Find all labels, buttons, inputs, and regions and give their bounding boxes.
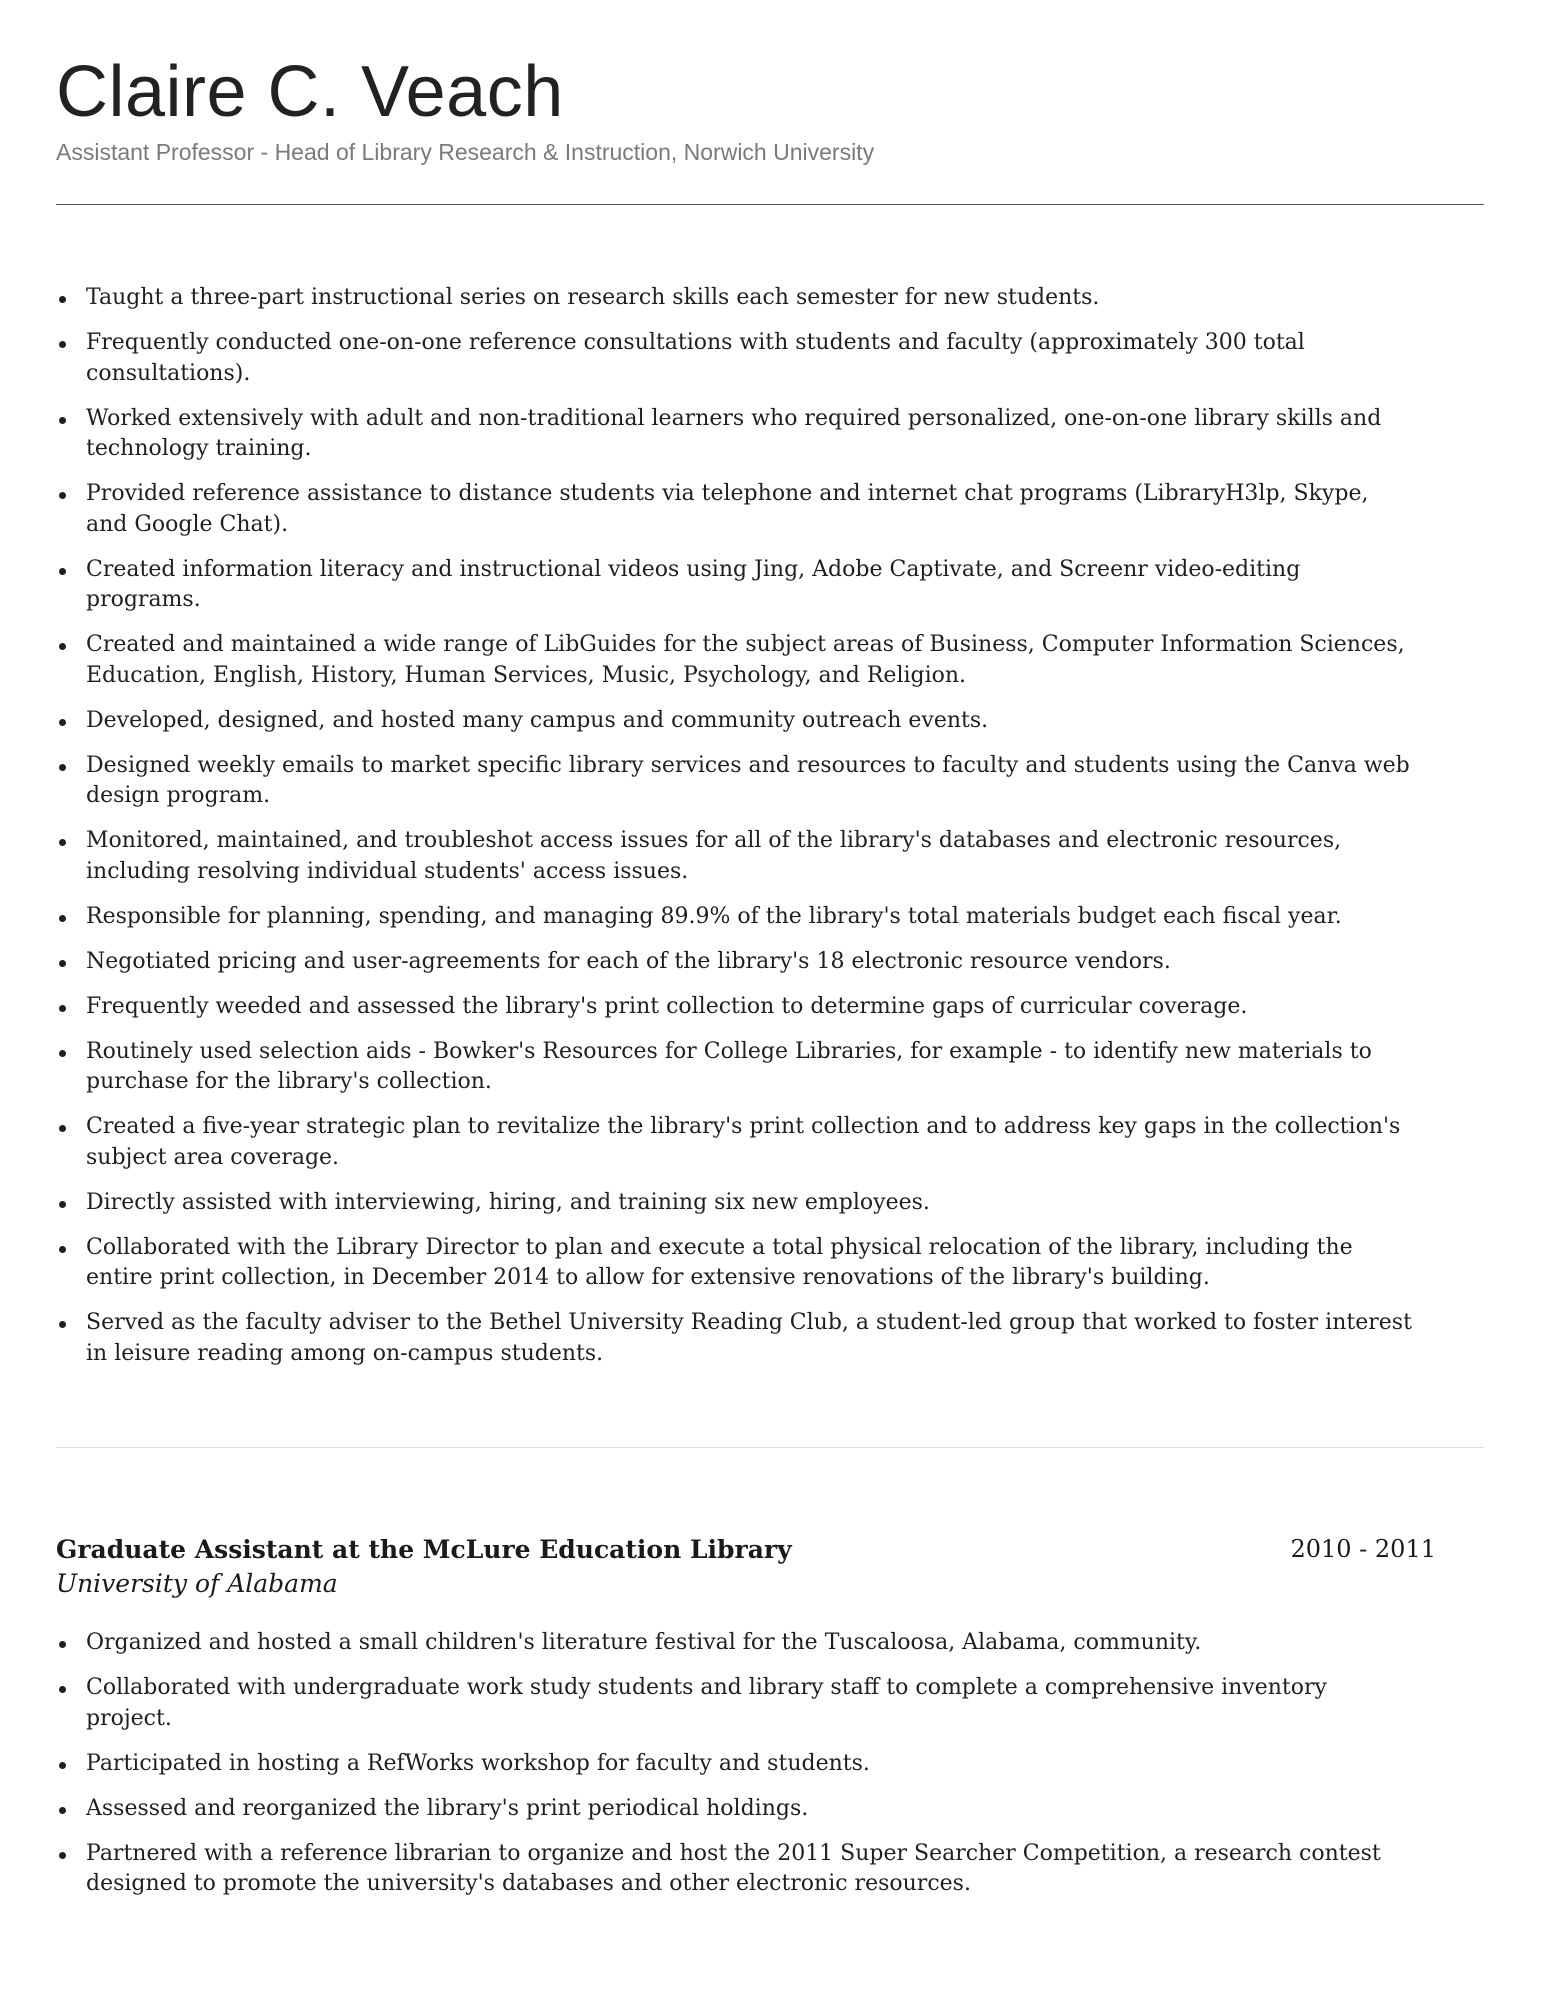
job-dates: 2010 - 2011	[1290, 1535, 1436, 1563]
bullet-text: Frequently weeded and assessed the library's print collection to determine gaps of curricular coverage.	[86, 993, 1248, 1019]
bullet-icon	[59, 1807, 66, 1814]
bullet-icon	[59, 1005, 66, 1012]
list-item	[56, 630, 1416, 691]
bullet-icon	[59, 492, 66, 499]
bullet-text: Provided reference assistance to distance students via telephone and internet chat programs (LibraryH3lp, Skype, and Google Chat).	[86, 481, 1369, 537]
list-item	[56, 404, 1416, 465]
bullet-text: Taught a three-part instructional series on research skills each semester for new students.	[86, 285, 1100, 310]
bullet-text: Participated in hosting a RefWorks workshop for faculty and students.	[86, 1750, 870, 1776]
bullet-icon	[59, 1852, 66, 1859]
bullet-text: Served as the faculty adviser to the Bethel University Reading Club, a student-led group that worked to foster interest in leisure reading among on-campus students.	[86, 1310, 1412, 1366]
list-item	[56, 751, 1416, 812]
list-item	[56, 1673, 1416, 1734]
bullet-icon	[59, 568, 66, 575]
list-item	[56, 902, 1416, 933]
list-item	[56, 1112, 1416, 1173]
bullet-text: Created a five-year strategic plan to revitalize the library's print collection and to address key gaps in the collection's subject area coverage.	[86, 1114, 1401, 1170]
list-item	[56, 479, 1416, 540]
job-title: Graduate Assistant at the McLure Education Library	[56, 1535, 792, 1564]
bullet-text: Frequently conducted one-on-one reference consultations with students and faculty (approximately 300 total consultations).	[86, 330, 1305, 386]
bullet-icon	[59, 764, 66, 771]
bullet-icon	[59, 839, 66, 846]
bullet-icon	[59, 296, 66, 303]
bullet-icon	[59, 1321, 66, 1328]
bullet-text: Routinely used selection aids - Bowker's Resources for College Libraries, for example - to identify new materials to purchase for the library's collection.	[86, 1038, 1372, 1094]
header-divider	[56, 204, 1484, 205]
bullet-text: Negotiated pricing and user-agreements for each of the library's 18 electronic resource vendors.	[86, 948, 1171, 974]
bullet-icon	[59, 1246, 66, 1253]
bullet-text: Partnered with a reference librarian to organize and host the 2011 Super Searcher Competition, a research contest designed to promote the university's databases and other electronic resources.	[86, 1840, 1381, 1896]
list-item	[56, 1628, 1416, 1659]
list-item	[56, 1839, 1416, 1900]
bullet-icon	[59, 719, 66, 726]
bullet-text: Worked extensively with adult and non-traditional learners who required personalized, one-on-one library skills and technology training.	[86, 405, 1382, 461]
bullet-icon	[59, 1686, 66, 1693]
section-divider	[56, 1447, 1484, 1448]
bullet-text: Responsible for planning, spending, and managing 89.9% of the library's total materials budget each fiscal year.	[86, 903, 1342, 929]
job-bullet-list	[56, 1628, 1416, 1914]
bullet-text: Developed, designed, and hosted many campus and community outreach events.	[86, 707, 989, 733]
bullet-text: Created information literacy and instructional videos using Jing, Adobe Captivate, and Screenr video-editing programs.	[86, 556, 1301, 612]
bullet-text: Created and maintained a wide range of LibGuides for the subject areas of Business, Computer Information Sciences, Education, English, History, Human Services, Music, Psychology, and Religion.	[86, 632, 1405, 688]
bullet-icon	[59, 1201, 66, 1208]
job-organization: University of Alabama	[56, 1569, 338, 1598]
bullet-icon	[59, 1641, 66, 1648]
bullet-text: Directly assisted with interviewing, hiring, and training six new employees.	[86, 1189, 930, 1215]
bullet-icon	[59, 1762, 66, 1769]
person-name: Claire C. Veach	[56, 52, 564, 132]
bullet-text: Collaborated with undergraduate work study students and library staff to complete a comprehensive inventory project.	[86, 1675, 1327, 1731]
experience-bullet-list	[56, 283, 1416, 1384]
bullet-icon	[59, 643, 66, 650]
list-item	[56, 328, 1416, 389]
list-item	[56, 992, 1416, 1023]
list-item	[56, 283, 1416, 314]
bullet-icon	[59, 915, 66, 922]
bullet-icon	[59, 1050, 66, 1057]
list-item	[56, 1308, 1416, 1369]
list-item	[56, 1794, 1416, 1825]
list-item	[56, 947, 1416, 978]
bullet-text: Designed weekly emails to market specific library services and resources to faculty and students using the Canva web design program.	[86, 752, 1410, 808]
bullet-text: Assessed and reorganized the library's print periodical holdings.	[86, 1795, 809, 1821]
list-item	[56, 1188, 1416, 1219]
list-item	[56, 555, 1416, 616]
list-item	[56, 1037, 1416, 1098]
bullet-icon	[59, 417, 66, 424]
bullet-text: Organized and hosted a small children's literature festival for the Tuscaloosa, Alabama, community.	[86, 1630, 1202, 1655]
list-item	[56, 826, 1416, 887]
bullet-text: Monitored, maintained, and troubleshot access issues for all of the library's databases and electronic resources, including resolving individual students' access issues.	[86, 828, 1342, 884]
person-subtitle: Assistant Professor - Head of Library Research & Instruction, Norwich University	[56, 139, 875, 165]
list-item	[56, 706, 1416, 737]
list-item	[56, 1749, 1416, 1780]
bullet-icon	[59, 960, 66, 967]
list-item	[56, 1233, 1416, 1294]
bullet-icon	[59, 341, 66, 348]
bullet-text: Collaborated with the Library Director to plan and execute a total physical relocation of the library, including the entire print collection, in December 2014 to allow for extensive renovations of the library's building.	[86, 1234, 1353, 1290]
bullet-icon	[59, 1125, 66, 1132]
